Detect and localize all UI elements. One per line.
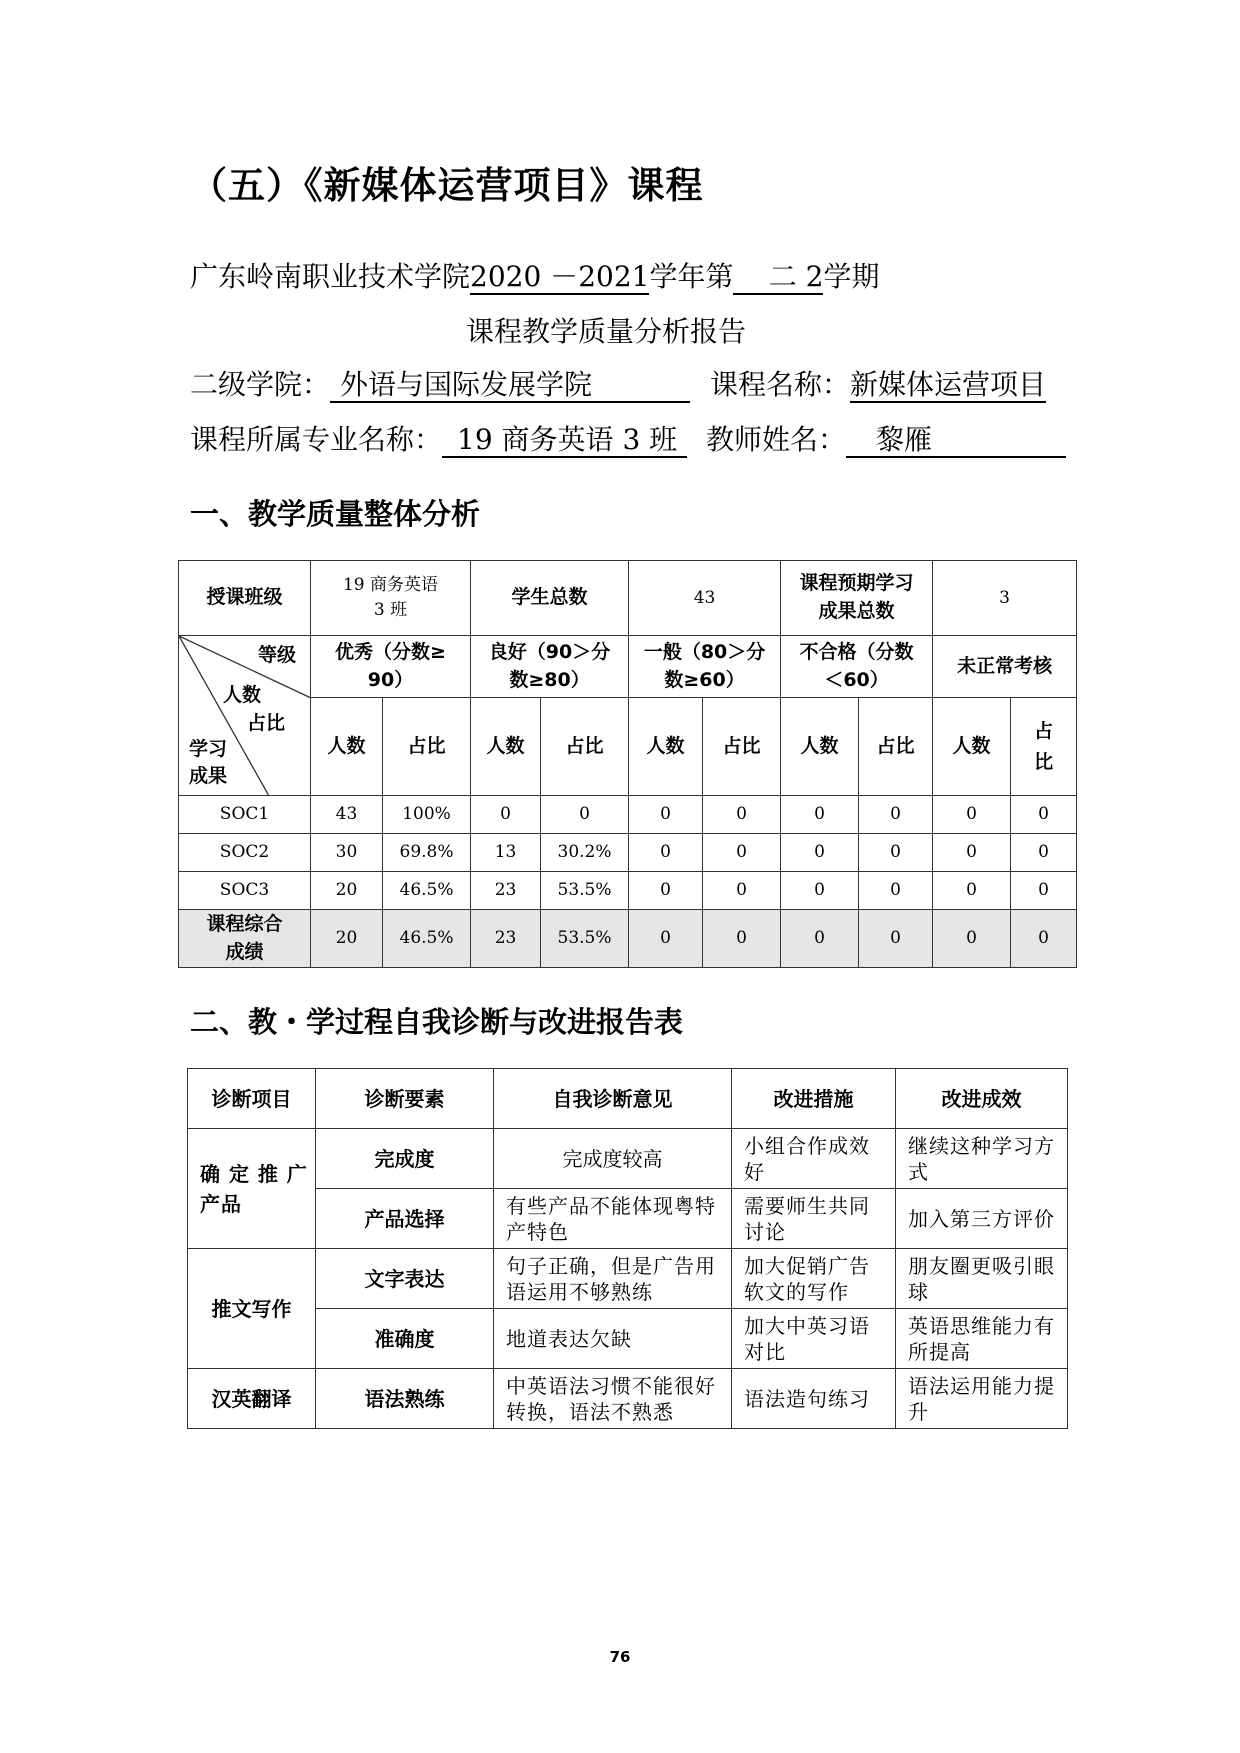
table-cell: 43 bbox=[311, 796, 383, 834]
page-number: 76 bbox=[609, 1648, 631, 1666]
header-item: 诊断项目 bbox=[188, 1069, 316, 1129]
improvement-effect: 加入第三方评价 bbox=[896, 1189, 1068, 1249]
diagnosis-element: 完成度 bbox=[316, 1129, 494, 1189]
header-element: 诊断要素 bbox=[316, 1069, 494, 1129]
ratio-header: 占比 bbox=[383, 698, 471, 796]
ratio-header: 占 比 bbox=[1011, 698, 1077, 796]
diagnosis-opinion: 句子正确，但是广告用语运用不够熟练 bbox=[494, 1249, 732, 1309]
school-name: 广东岭南职业技术学院 bbox=[190, 260, 471, 293]
table-cell: 0 bbox=[859, 910, 933, 968]
table-row bbox=[179, 834, 1077, 872]
grade-good: 良好（90＞分 数≥80） bbox=[471, 636, 629, 698]
count-header: 人数 bbox=[933, 698, 1011, 796]
table-row bbox=[188, 1249, 1068, 1309]
teacher-label: 教师姓名： bbox=[706, 423, 847, 456]
diag-ratio-label: 占比 bbox=[247, 712, 286, 734]
year-suffix: 学年第 bbox=[649, 260, 734, 293]
table-cell: 0 bbox=[933, 796, 1011, 834]
table-header-row bbox=[188, 1069, 1068, 1129]
major-line bbox=[190, 418, 687, 458]
table-cell: 0 bbox=[471, 796, 541, 834]
diagnosis-opinion: 有些产品不能体现粤特产特色 bbox=[494, 1189, 732, 1249]
diagnosis-item: 推文写作 bbox=[188, 1249, 316, 1369]
outcome-name: SOC2 bbox=[179, 834, 311, 872]
table-row bbox=[179, 872, 1077, 910]
grade-excellent: 优秀（分数≥ 90） bbox=[311, 636, 471, 698]
outcomes-label: 课程预期学习 成果总数 bbox=[781, 561, 933, 636]
table-cell: 0 bbox=[703, 796, 781, 834]
report-title: 课程教学质量分析报告 bbox=[466, 315, 747, 348]
section-title: （五）《新媒体运营项目》课程 bbox=[190, 164, 704, 207]
table-row bbox=[179, 910, 1077, 968]
diagnosis-element: 语法熟练 bbox=[316, 1369, 494, 1429]
table-cell: 0 bbox=[781, 872, 859, 910]
table-cell: 30 bbox=[311, 834, 383, 872]
diagnosis-element: 产品选择 bbox=[316, 1189, 494, 1249]
table-cell: 30.2% bbox=[541, 834, 629, 872]
table-cell: 0 bbox=[703, 872, 781, 910]
outcome-name: SOC1 bbox=[179, 796, 311, 834]
count-header: 人数 bbox=[781, 698, 859, 796]
semester-suffix: 学期 bbox=[823, 260, 880, 293]
table-cell: 100% bbox=[383, 796, 471, 834]
improvement-measure: 加大中英习语对比 bbox=[732, 1309, 896, 1369]
improvement-effect: 语法运用能力提升 bbox=[896, 1369, 1068, 1429]
table-row bbox=[188, 1189, 1068, 1249]
header-effect: 改进成效 bbox=[896, 1069, 1068, 1129]
heading-self-diagnosis: 二、教・学过程自我诊断与改进报告表 bbox=[190, 1005, 684, 1039]
table-cell: 23 bbox=[471, 872, 541, 910]
table-cell: 0 bbox=[781, 834, 859, 872]
heading-quality-analysis: 一、教学质量整体分析 bbox=[190, 497, 481, 531]
college-label: 二级学院： bbox=[190, 368, 331, 401]
diagnosis-opinion: 完成度较高 bbox=[494, 1129, 732, 1189]
quality-analysis-table bbox=[178, 560, 1077, 968]
table-cell: 0 bbox=[933, 872, 1011, 910]
table-row bbox=[188, 1309, 1068, 1369]
improvement-effect: 朋友圈更吸引眼球 bbox=[896, 1249, 1068, 1309]
table-cell: 0 bbox=[629, 834, 703, 872]
class-label: 授课班级 bbox=[179, 561, 311, 636]
students-value: 43 bbox=[629, 561, 781, 636]
table-cell: 20 bbox=[311, 910, 383, 968]
diag-outcome-label: 学习 成果 bbox=[189, 738, 228, 787]
diagonal-header-cell bbox=[179, 636, 311, 796]
table-cell: 13 bbox=[471, 834, 541, 872]
improvement-measure: 语法造句练习 bbox=[732, 1369, 896, 1429]
improvement-measure: 加大促销广告软文的写作 bbox=[732, 1249, 896, 1309]
header-measure: 改进措施 bbox=[732, 1069, 896, 1129]
table-row bbox=[179, 636, 1077, 698]
diag-count-label: 人数 bbox=[223, 684, 262, 706]
table-cell: 53.5% bbox=[541, 910, 629, 968]
table-row bbox=[188, 1129, 1068, 1189]
table-cell: 46.5% bbox=[383, 872, 471, 910]
diagnosis-element: 准确度 bbox=[316, 1309, 494, 1369]
table-cell: 69.8% bbox=[383, 834, 471, 872]
grade-fail: 不合格（分数 ＜60） bbox=[781, 636, 933, 698]
school-year-line bbox=[190, 255, 879, 295]
table-cell: 53.5% bbox=[541, 872, 629, 910]
table-cell: 0 bbox=[1011, 872, 1077, 910]
major-value: 19 商务英语 3 班 bbox=[442, 424, 687, 458]
diag-grade-label: 等级 bbox=[257, 644, 296, 666]
outcomes-value: 3 bbox=[933, 561, 1077, 636]
table-cell: 23 bbox=[471, 910, 541, 968]
improvement-measure: 小组合作成效好 bbox=[732, 1129, 896, 1189]
diagnosis-item: 确 定 推 广 产品 bbox=[188, 1129, 316, 1249]
teacher-line bbox=[706, 418, 1066, 458]
course-label: 课程名称： bbox=[710, 368, 851, 401]
table-cell: 46.5% bbox=[383, 910, 471, 968]
students-label: 学生总数 bbox=[471, 561, 629, 636]
grade-abnormal: 未正常考核 bbox=[933, 636, 1077, 698]
header-opinion: 自我诊断意见 bbox=[494, 1069, 732, 1129]
table-cell: 0 bbox=[629, 872, 703, 910]
table-cell: 0 bbox=[859, 872, 933, 910]
course-value: 新媒体运营项目 bbox=[850, 369, 1046, 403]
improvement-effect: 继续这种学习方式 bbox=[896, 1129, 1068, 1189]
ratio-header: 占比 bbox=[541, 698, 629, 796]
academic-year: 2020 －2021 bbox=[470, 261, 649, 295]
table-cell: 0 bbox=[1011, 796, 1077, 834]
ratio-header: 占比 bbox=[859, 698, 933, 796]
table-cell: 0 bbox=[781, 796, 859, 834]
improvement-effect: 英语思维能力有所提高 bbox=[896, 1309, 1068, 1369]
table-cell: 0 bbox=[859, 796, 933, 834]
diagnosis-opinion: 地道表达欠缺 bbox=[494, 1309, 732, 1369]
diagnosis-opinion: 中英语法习惯不能很好转换，语法不熟悉 bbox=[494, 1369, 732, 1429]
course-line bbox=[710, 363, 1046, 403]
table-cell: 0 bbox=[1011, 910, 1077, 968]
table-cell: 0 bbox=[629, 910, 703, 968]
total-row-label: 课程综合 成绩 bbox=[179, 910, 311, 968]
table-cell: 0 bbox=[933, 834, 1011, 872]
count-header: 人数 bbox=[629, 698, 703, 796]
table-row bbox=[179, 561, 1077, 636]
class-value: 19 商务英语 3 班 bbox=[311, 561, 471, 636]
table-cell: 0 bbox=[1011, 834, 1077, 872]
table-cell: 20 bbox=[311, 872, 383, 910]
table-cell: 0 bbox=[703, 910, 781, 968]
table-row bbox=[179, 698, 1077, 796]
ratio-header: 占比 bbox=[703, 698, 781, 796]
table-row bbox=[188, 1369, 1068, 1429]
table-cell: 0 bbox=[629, 796, 703, 834]
college-value: 外语与国际发展学院 bbox=[330, 369, 690, 403]
table-row bbox=[179, 796, 1077, 834]
college-line bbox=[190, 363, 690, 403]
count-header: 人数 bbox=[471, 698, 541, 796]
count-header: 人数 bbox=[311, 698, 383, 796]
teacher-value: 黎雁 bbox=[846, 424, 1066, 458]
grade-average: 一般（80＞分 数≥60） bbox=[629, 636, 781, 698]
major-label: 课程所属专业名称： bbox=[190, 423, 443, 456]
improvement-measure: 需要师生共同讨论 bbox=[732, 1189, 896, 1249]
table-cell: 0 bbox=[859, 834, 933, 872]
table-cell: 0 bbox=[933, 910, 1011, 968]
diagnosis-element: 文字表达 bbox=[316, 1249, 494, 1309]
outcome-name: SOC3 bbox=[179, 872, 311, 910]
table-cell: 0 bbox=[703, 834, 781, 872]
self-diagnosis-table bbox=[187, 1068, 1068, 1429]
table-cell: 0 bbox=[541, 796, 629, 834]
semester-value: 二 2 bbox=[733, 261, 823, 295]
diagnosis-item: 汉英翻译 bbox=[188, 1369, 316, 1429]
table-cell: 0 bbox=[781, 910, 859, 968]
